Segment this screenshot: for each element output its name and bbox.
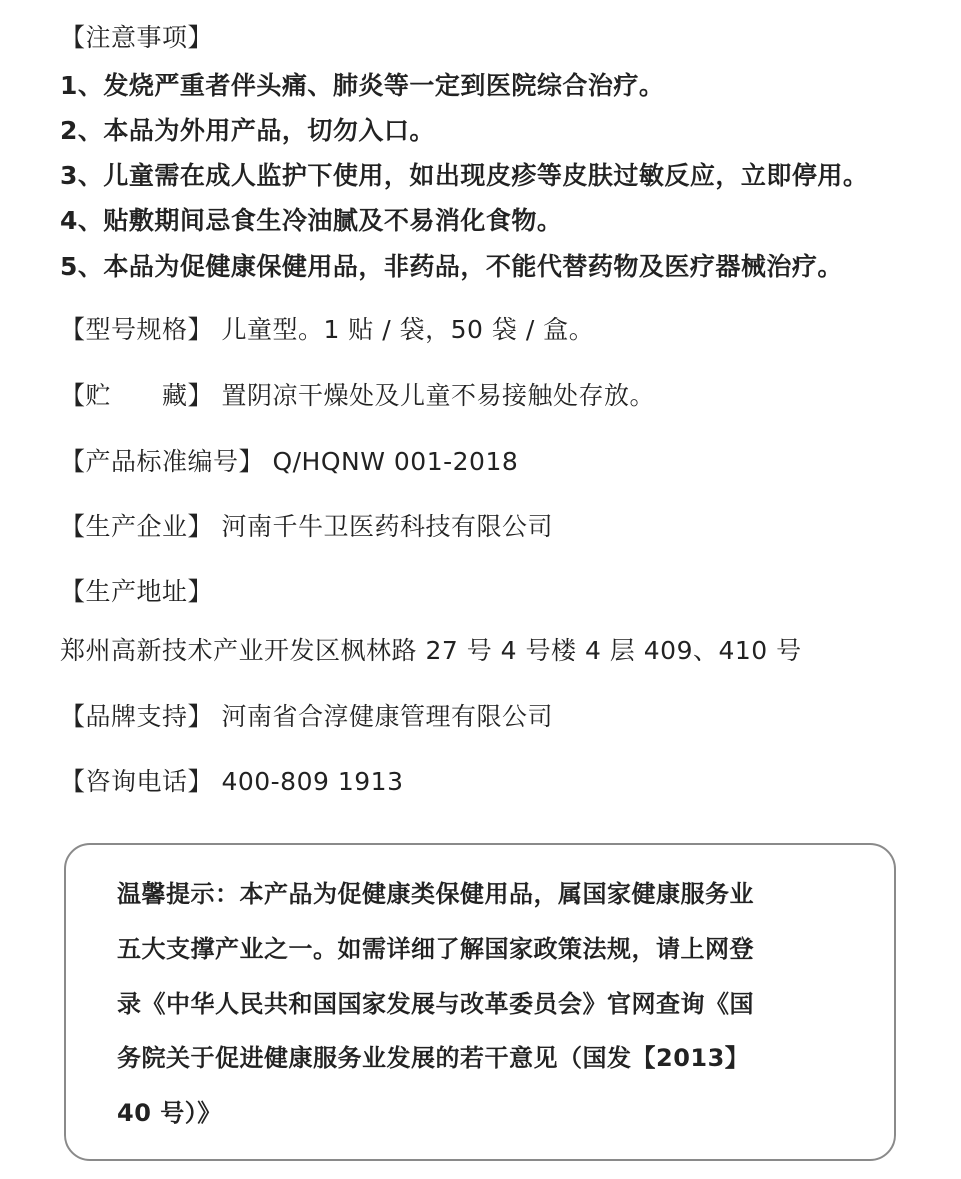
tip-line-2: 五大支撑产业之一。如需详细了解国家政策法规，请上网登 xyxy=(117,935,754,963)
spec-model: 【型号规格】 儿童型。1 贴 / 袋，50 袋 / 盒。 xyxy=(60,315,595,344)
spec-standard: 【产品标准编号】 Q/HQNW 001-2018 xyxy=(60,447,519,476)
spec-address: 郑州高新技术产业开发区枫林路 27 号 4 号楼 4 层 409、410 号 xyxy=(60,636,802,665)
spec-manufacturer: 【生产企业】 河南千牛卫医药科技有限公司 xyxy=(60,512,553,541)
tip-line-4: 务院关于促进健康服务业发展的若干意见（国发【2013】 xyxy=(117,1044,750,1072)
note-item-1: 1、发烧严重者伴头痛、肺炎等一定到医院综合治疗。 xyxy=(60,71,665,100)
note-item-3: 3、儿童需在成人监护下使用，如出现皮疹等皮肤过敏反应，立即停用。 xyxy=(60,161,869,190)
spec-address-label: 【生产地址】 xyxy=(60,577,214,606)
notes-heading: 【注意事项】 xyxy=(60,23,214,52)
tip-line-3: 录《中华人民共和国国家发展与改革委员会》官网查询《国 xyxy=(117,990,754,1018)
spec-storage: 【贮 藏】 置阴凉干燥处及儿童不易接触处存放。 xyxy=(60,381,655,410)
note-item-5: 5、本品为促健康保健用品，非药品，不能代替药物及医疗器械治疗。 xyxy=(60,252,843,281)
spec-hotline: 【咨询电话】 400-809 1913 xyxy=(60,767,404,796)
tip-line-5: 40 号）》 xyxy=(117,1099,222,1127)
note-item-4: 4、贴敷期间忌食生冷油腻及不易消化食物。 xyxy=(60,206,563,235)
spec-brand: 【品牌支持】 河南省合淳健康管理有限公司 xyxy=(60,702,553,731)
tip-line-1: 温馨提示：本产品为促健康类保健用品，属国家健康服务业 xyxy=(117,880,754,908)
note-item-2: 2、本品为外用产品，切勿入口。 xyxy=(60,116,435,145)
